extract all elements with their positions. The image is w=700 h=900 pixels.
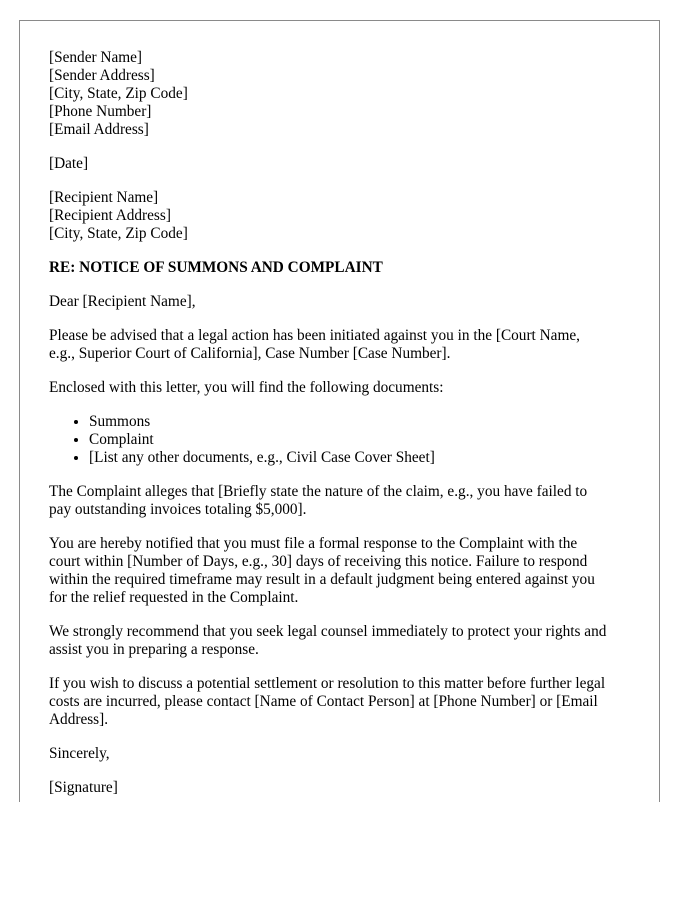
paragraph-line: costs are incurred, please contact [Name of Contact Person] at [Phone Number] or [Email: [49, 693, 598, 710]
list-item: • Complaint: [89, 431, 649, 449]
paragraph-notice: [49, 327, 649, 363]
paragraph-settlement: [49, 675, 649, 729]
paragraph-line: If you wish to discuss a potential settlement or resolution to this matter before further legal: [49, 675, 606, 692]
documents-list: [49, 413, 649, 467]
sender-city-state-zip: [City, State, Zip Code]: [49, 85, 188, 102]
paragraph-line: Please be advised that a legal action has been initiated against you in the [Court Name,: [49, 327, 580, 344]
paragraph-line: for the relief requested in the Complaint.: [49, 589, 299, 606]
sender-block: [49, 49, 649, 139]
sender-name: [Sender Name]: [49, 49, 143, 66]
paragraph-line: pay outstanding invoices totaling $5,000].: [49, 501, 307, 518]
paragraph-line: We strongly recommend that you seek legal counsel immediately to protect your rights and: [49, 623, 607, 640]
salutation: Dear [Recipient Name],: [49, 293, 196, 310]
recipient-address: [Recipient Address]: [49, 207, 171, 224]
recipient-name: [Recipient Name]: [49, 189, 159, 206]
date-block: [49, 155, 649, 173]
letter-date: [Date]: [49, 155, 89, 172]
sender-phone: [Phone Number]: [49, 103, 152, 120]
paragraph-allegation: [49, 483, 649, 519]
sender-email: [Email Address]: [49, 121, 149, 138]
paragraph-line: court within [Number of Days, e.g., 30] days of receiving this notice. Failure to respond: [49, 553, 588, 570]
paragraph-legal-counsel: [49, 623, 649, 659]
recipient-block: [49, 189, 649, 243]
paragraph-line: You are hereby notified that you must file a formal response to the Complaint with the: [49, 535, 578, 552]
list-item: • [List any other documents, e.g., Civil Case Cover Sheet]: [89, 449, 649, 467]
paragraph-line: assist you in preparing a response.: [49, 641, 259, 658]
letter-content: [49, 49, 649, 802]
paragraph-line: e.g., Superior Court of California], Case Number [Case Number].: [49, 345, 451, 362]
closing: Sincerely,: [49, 745, 110, 762]
letter-page: [19, 20, 660, 802]
paragraph-line: Address].: [49, 711, 109, 728]
paragraph-response-deadline: [49, 535, 649, 607]
paragraph-line: Enclosed with this letter, you will find the following documents:: [49, 379, 444, 396]
subject-line: RE: NOTICE OF SUMMONS AND COMPLAINT: [49, 259, 383, 276]
sender-address: [Sender Address]: [49, 67, 155, 84]
list-item: • Summons: [89, 413, 649, 431]
paragraph-line: within the required timeframe may result in a default judgment being entered against you: [49, 571, 595, 588]
paragraph-line: The Complaint alleges that [Briefly state the nature of the claim, e.g., you have failed to: [49, 483, 588, 500]
paragraph-enclosed: [49, 379, 649, 397]
signature: [Signature]: [49, 779, 118, 796]
recipient-city-state-zip: [City, State, Zip Code]: [49, 225, 188, 242]
